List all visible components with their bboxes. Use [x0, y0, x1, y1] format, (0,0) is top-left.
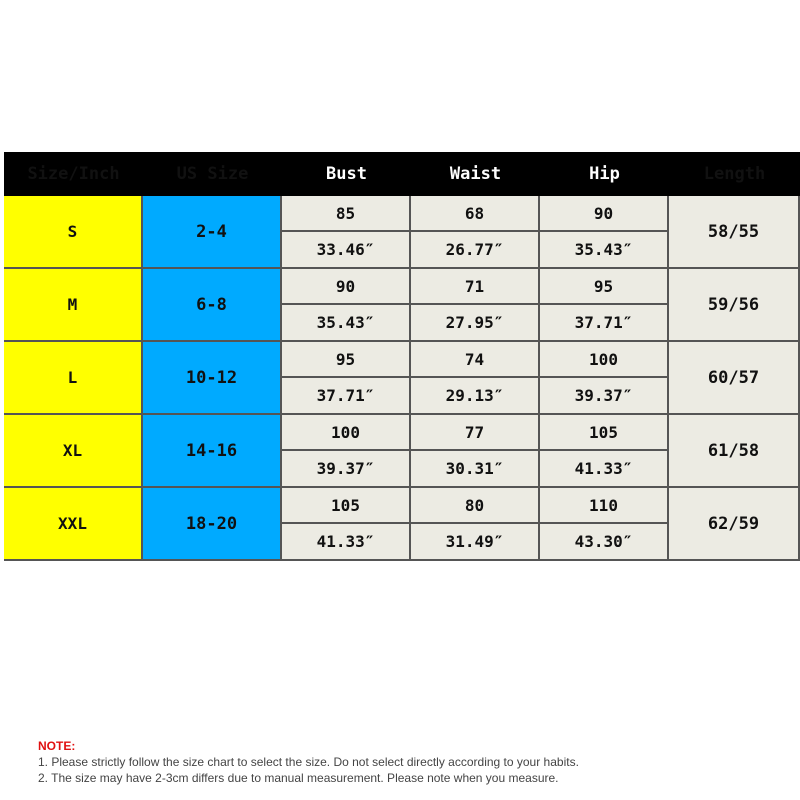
us-size-cell: 2-4 — [143, 196, 282, 267]
us-size-cell: 6-8 — [143, 269, 282, 340]
bust-inch: 37.71″ — [316, 386, 375, 405]
note-line-2: 2. The size may have 2-3cm differs due to manual measurement. Please note when you measure. — [38, 771, 559, 785]
hip-inch: 41.33″ — [574, 459, 633, 478]
us-size-cell: 10-12 — [143, 342, 282, 413]
size-cell: XL — [4, 415, 143, 486]
waist-cm: 74 — [411, 342, 538, 378]
bust-cell — [282, 415, 411, 486]
waist-cell — [411, 415, 540, 486]
waist-cm: 77 — [411, 415, 538, 451]
size-cell: XXL — [4, 488, 143, 559]
header-size: Size/Inch — [4, 152, 143, 196]
waist-cm: 71 — [411, 269, 538, 305]
bust-cm: 95 — [282, 342, 409, 378]
waist-cell — [411, 269, 540, 340]
length-cell: 59/56 — [669, 269, 800, 340]
hip-cm: 105 — [540, 415, 667, 451]
size-cell: S — [4, 196, 143, 267]
size-chart-table — [4, 152, 800, 560]
header-hip: Hip — [540, 152, 669, 196]
header-length: Length — [669, 152, 800, 196]
table-row — [4, 196, 800, 269]
hip-inch: 37.71″ — [574, 313, 633, 332]
us-size-cell: 18-20 — [143, 488, 282, 559]
length-cell: 62/59 — [669, 488, 800, 559]
note-title: NOTE: — [38, 739, 76, 753]
waist-cm: 80 — [411, 488, 538, 524]
waist-cm: 68 — [411, 196, 538, 232]
bust-cell — [282, 342, 411, 413]
waist-cell — [411, 342, 540, 413]
waist-inch: 27.95″ — [445, 313, 504, 332]
hip-cell — [540, 196, 669, 267]
waist-inch: 26.77″ — [445, 240, 504, 259]
table-row — [4, 269, 800, 342]
table-row — [4, 488, 800, 561]
hip-cm: 90 — [540, 196, 667, 232]
bust-cell — [282, 488, 411, 559]
hip-cm: 110 — [540, 488, 667, 524]
bust-inch: 33.46″ — [316, 240, 375, 259]
hip-cell — [540, 342, 669, 413]
size-note — [38, 738, 579, 786]
us-size-cell: 14-16 — [143, 415, 282, 486]
size-cell: L — [4, 342, 143, 413]
hip-inch: 39.37″ — [574, 386, 633, 405]
hip-cell — [540, 415, 669, 486]
hip-cm: 95 — [540, 269, 667, 305]
bust-cm: 100 — [282, 415, 409, 451]
bust-cell — [282, 269, 411, 340]
table-header — [4, 152, 800, 196]
bust-cm: 105 — [282, 488, 409, 524]
bust-cm: 90 — [282, 269, 409, 305]
hip-cell — [540, 488, 669, 559]
header-bust: Bust — [282, 152, 411, 196]
bust-inch: 35.43″ — [316, 313, 375, 332]
bust-cell — [282, 196, 411, 267]
waist-cell — [411, 196, 540, 267]
waist-cell — [411, 488, 540, 559]
size-cell: M — [4, 269, 143, 340]
length-cell: 61/58 — [669, 415, 800, 486]
header-us-size: US Size — [143, 152, 282, 196]
bust-inch: 39.37″ — [316, 459, 375, 478]
hip-cm: 100 — [540, 342, 667, 378]
hip-inch: 35.43″ — [574, 240, 633, 259]
hip-inch: 43.30″ — [574, 532, 633, 551]
bust-inch: 41.33″ — [316, 532, 375, 551]
waist-inch: 30.31″ — [445, 459, 504, 478]
note-line-1: 1. Please strictly follow the size chart to select the size. Do not select directly according to your habits. — [38, 755, 579, 769]
waist-inch: 31.49″ — [445, 532, 504, 551]
header-waist: Waist — [411, 152, 540, 196]
hip-cell — [540, 269, 669, 340]
length-cell: 58/55 — [669, 196, 800, 267]
length-cell: 60/57 — [669, 342, 800, 413]
table-row — [4, 342, 800, 415]
table-row — [4, 415, 800, 488]
waist-inch: 29.13″ — [445, 386, 504, 405]
bust-cm: 85 — [282, 196, 409, 232]
